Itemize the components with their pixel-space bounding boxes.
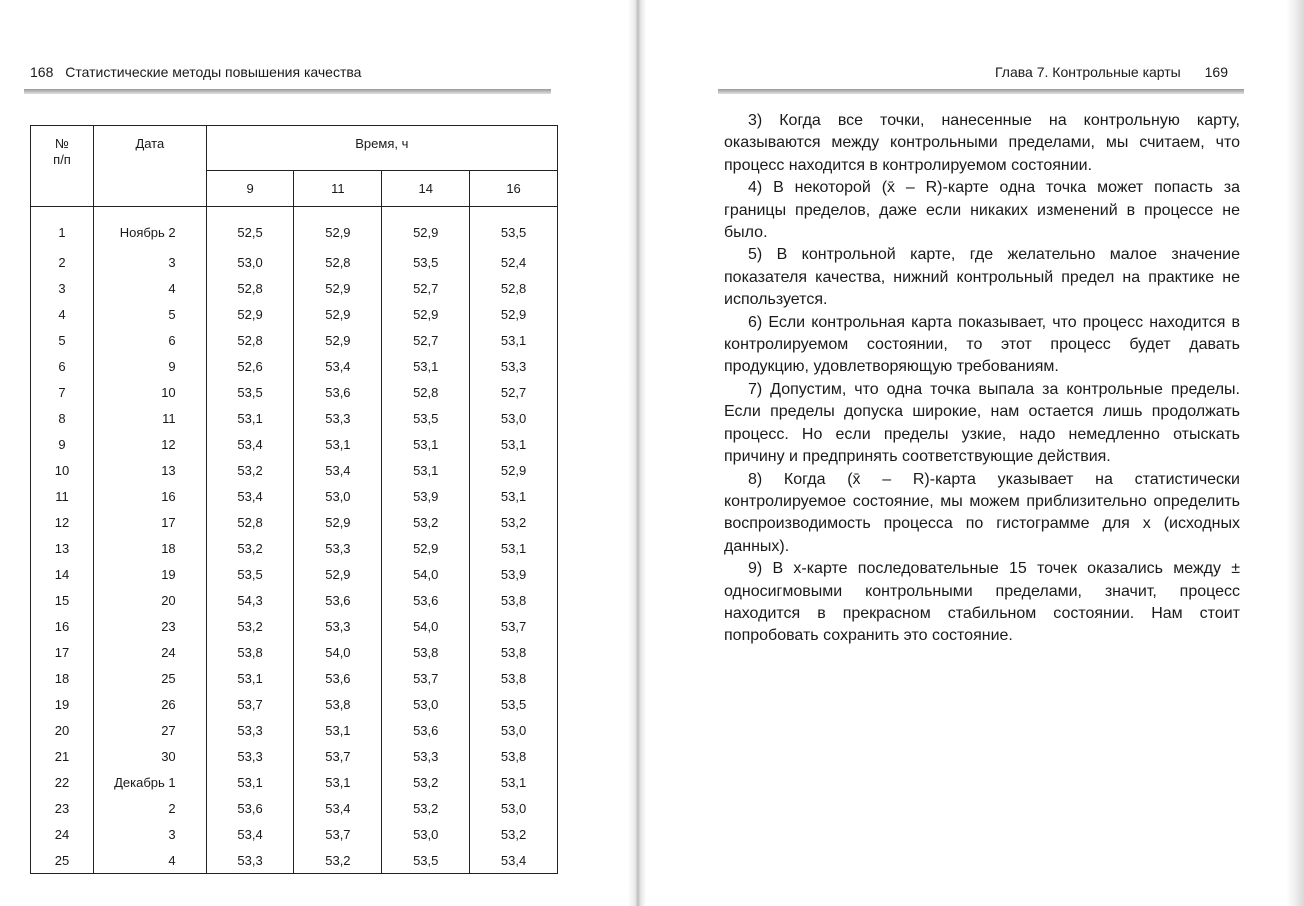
right-running-title: Глава 7. Контрольные карты	[995, 64, 1181, 80]
value-16-cell: 53,1	[470, 535, 558, 561]
header-time-14: 14	[382, 171, 470, 207]
table-body	[31, 207, 558, 874]
value-14-cell: 53,1	[382, 431, 470, 457]
value-14-cell: 52,9	[382, 301, 470, 327]
table-row	[31, 509, 558, 535]
date-cell: 3	[94, 821, 207, 847]
row-number-cell: 20	[31, 717, 94, 743]
table-row	[31, 587, 558, 613]
value-9-cell: 53,0	[206, 249, 294, 275]
value-16-cell: 53,5	[470, 207, 558, 250]
value-9-cell: 53,3	[206, 847, 294, 874]
value-11-cell: 53,3	[294, 613, 382, 639]
header-time-group: Время, ч	[206, 126, 557, 171]
table-row	[31, 431, 558, 457]
table-row	[31, 405, 558, 431]
value-9-cell: 52,8	[206, 327, 294, 353]
right-page-number: 169	[1204, 64, 1228, 80]
date-cell: 12	[94, 431, 207, 457]
value-14-cell: 53,5	[382, 847, 470, 874]
table-row	[31, 769, 558, 795]
value-11-cell: 53,3	[294, 405, 382, 431]
value-9-cell: 53,2	[206, 613, 294, 639]
row-number-cell: 19	[31, 691, 94, 717]
value-9-cell: 53,1	[206, 405, 294, 431]
paragraph: 4) В некоторой (x̄ – R)-карте одна точка может попасть за границы пределов, даже если никаких изменений в процессе не было.	[724, 179, 1240, 242]
value-14-cell: 52,7	[382, 275, 470, 301]
value-16-cell: 52,4	[470, 249, 558, 275]
value-14-cell: 53,1	[382, 457, 470, 483]
table-row	[31, 561, 558, 587]
measurement-table	[30, 125, 558, 874]
row-number-cell: 1	[31, 207, 94, 250]
value-16-cell: 53,3	[470, 353, 558, 379]
date-cell: 16	[94, 483, 207, 509]
value-9-cell: 53,7	[206, 691, 294, 717]
value-14-cell: 53,2	[382, 769, 470, 795]
value-11-cell: 53,4	[294, 795, 382, 821]
value-11-cell: 54,0	[294, 639, 382, 665]
row-number-cell: 24	[31, 821, 94, 847]
value-11-cell: 53,1	[294, 717, 382, 743]
date-cell: 20	[94, 587, 207, 613]
row-number-cell: 4	[31, 301, 94, 327]
table-row	[31, 795, 558, 821]
value-16-cell: 52,9	[470, 301, 558, 327]
table-row	[31, 207, 558, 250]
row-number-cell: 18	[31, 665, 94, 691]
value-11-cell: 53,6	[294, 379, 382, 405]
date-cell: 24	[94, 639, 207, 665]
right-running-head	[995, 64, 1228, 80]
value-14-cell: 53,1	[382, 353, 470, 379]
value-16-cell: 53,2	[470, 821, 558, 847]
row-number-cell: 15	[31, 587, 94, 613]
row-number-cell: 9	[31, 431, 94, 457]
value-14-cell: 53,2	[382, 509, 470, 535]
value-9-cell: 53,8	[206, 639, 294, 665]
paragraph: 3) Когда все точки, нанесенные на контрольную карту, оказываются между контрольными пределами, мы считаем, что процесс находится в контролируемом состоянии.	[724, 112, 1240, 174]
row-number-cell: 12	[31, 509, 94, 535]
value-16-cell: 53,2	[470, 509, 558, 535]
value-11-cell: 53,6	[294, 665, 382, 691]
date-cell: 9	[94, 353, 207, 379]
value-16-cell: 53,9	[470, 561, 558, 587]
table-row	[31, 821, 558, 847]
value-16-cell: 53,5	[470, 691, 558, 717]
date-cell: 2	[94, 795, 207, 821]
left-page	[0, 0, 636, 906]
row-number-cell: 14	[31, 561, 94, 587]
value-14-cell: 53,9	[382, 483, 470, 509]
value-11-cell: 53,4	[294, 353, 382, 379]
value-16-cell: 53,1	[470, 483, 558, 509]
value-14-cell: 53,3	[382, 743, 470, 769]
value-11-cell: 52,8	[294, 249, 382, 275]
date-cell: 10	[94, 379, 207, 405]
date-cell: 18	[94, 535, 207, 561]
row-number-cell: 5	[31, 327, 94, 353]
table-row	[31, 457, 558, 483]
value-9-cell: 52,5	[206, 207, 294, 250]
value-16-cell: 53,8	[470, 639, 558, 665]
left-running-title: Статистические методы повышения качества	[65, 64, 362, 80]
value-9-cell: 53,4	[206, 431, 294, 457]
table-row	[31, 275, 558, 301]
row-number-cell: 11	[31, 483, 94, 509]
value-11-cell: 52,9	[294, 207, 382, 250]
value-16-cell: 53,1	[470, 327, 558, 353]
value-11-cell: 52,9	[294, 509, 382, 535]
value-16-cell: 53,8	[470, 743, 558, 769]
value-16-cell: 53,0	[470, 795, 558, 821]
value-11-cell: 52,9	[294, 275, 382, 301]
value-14-cell: 53,6	[382, 587, 470, 613]
table-row	[31, 639, 558, 665]
header-number-line1: №	[55, 136, 69, 151]
value-11-cell: 52,9	[294, 561, 382, 587]
value-16-cell: 53,7	[470, 613, 558, 639]
value-14-cell: 52,9	[382, 535, 470, 561]
header-number	[31, 126, 94, 207]
value-11-cell: 52,9	[294, 301, 382, 327]
value-9-cell: 52,6	[206, 353, 294, 379]
value-14-cell: 53,2	[382, 795, 470, 821]
table-row	[31, 301, 558, 327]
table-row	[31, 249, 558, 275]
value-14-cell: 53,7	[382, 665, 470, 691]
paragraph: 8) Когда (x̄ – R)-карта указывает на статистически контролируемое состояние, мы можем приблизительно определить воспроизводимость процесса по гистограмме для x (исходных данных).	[724, 470, 1240, 555]
value-11-cell: 53,2	[294, 847, 382, 874]
value-11-cell: 53,1	[294, 769, 382, 795]
value-16-cell: 53,8	[470, 587, 558, 613]
table-row	[31, 743, 558, 769]
date-cell: Декабрь 1	[94, 769, 207, 795]
date-cell: 19	[94, 561, 207, 587]
value-9-cell: 53,2	[206, 457, 294, 483]
date-cell: 13	[94, 457, 207, 483]
date-cell: 3	[94, 249, 207, 275]
paragraph: 7) Допустим, что одна точка выпала за контрольные пределы. Если пределы допуска широкие, нам остается лишь продолжать процесс. Но если пределы узкие, надо немедленно отыскать причину и предпринять соответствующие действия.	[724, 380, 1240, 466]
row-number-cell: 17	[31, 639, 94, 665]
row-number-cell: 22	[31, 769, 94, 795]
date-cell: 5	[94, 301, 207, 327]
date-cell: 11	[94, 405, 207, 431]
value-16-cell: 53,1	[470, 769, 558, 795]
table-row	[31, 327, 558, 353]
paragraph: 5) В контрольной карте, где желательно малое значение показателя качества, нижний контрольный предел на практике не используется.	[724, 246, 1240, 309]
row-number-cell: 10	[31, 457, 94, 483]
value-9-cell: 54,3	[206, 587, 294, 613]
value-16-cell: 52,7	[470, 379, 558, 405]
row-number-cell: 3	[31, 275, 94, 301]
value-11-cell: 53,3	[294, 535, 382, 561]
value-14-cell: 54,0	[382, 613, 470, 639]
left-header-rule	[24, 89, 551, 94]
table-row	[31, 691, 558, 717]
row-number-cell: 7	[31, 379, 94, 405]
paragraph: 6) Если контрольная карта показывает, что процесс находится в контролируемом состоянии, то этот процесс будет давать продукцию, удовлетворяющую требованиям.	[724, 313, 1240, 376]
value-9-cell: 53,2	[206, 535, 294, 561]
value-16-cell: 53,4	[470, 847, 558, 874]
date-cell: 25	[94, 665, 207, 691]
date-cell: 27	[94, 717, 207, 743]
value-16-cell: 53,1	[470, 431, 558, 457]
header-number-line2: п/п	[53, 152, 71, 167]
row-number-cell: 25	[31, 847, 94, 874]
row-number-cell: 2	[31, 249, 94, 275]
value-16-cell: 53,8	[470, 665, 558, 691]
value-9-cell: 52,9	[206, 301, 294, 327]
value-9-cell: 52,8	[206, 509, 294, 535]
value-9-cell: 53,5	[206, 561, 294, 587]
date-cell: 30	[94, 743, 207, 769]
value-14-cell: 53,5	[382, 249, 470, 275]
value-14-cell: 53,0	[382, 821, 470, 847]
value-9-cell: 53,4	[206, 483, 294, 509]
table-row	[31, 717, 558, 743]
value-14-cell: 52,7	[382, 327, 470, 353]
value-9-cell: 52,8	[206, 275, 294, 301]
value-9-cell: 53,6	[206, 795, 294, 821]
date-cell: Ноябрь 2	[94, 207, 207, 250]
value-14-cell: 54,0	[382, 561, 470, 587]
table-row	[31, 483, 558, 509]
value-11-cell: 53,8	[294, 691, 382, 717]
row-number-cell: 16	[31, 613, 94, 639]
right-header-rule	[718, 89, 1244, 94]
date-cell: 4	[94, 275, 207, 301]
value-9-cell: 53,1	[206, 769, 294, 795]
value-9-cell: 53,4	[206, 821, 294, 847]
value-9-cell: 53,3	[206, 717, 294, 743]
header-time-11: 11	[294, 171, 382, 207]
left-page-number: 168	[30, 64, 54, 80]
value-14-cell: 53,8	[382, 639, 470, 665]
header-time-16: 16	[470, 171, 558, 207]
value-16-cell: 52,8	[470, 275, 558, 301]
value-11-cell: 53,1	[294, 431, 382, 457]
row-number-cell: 13	[31, 535, 94, 561]
value-14-cell: 52,8	[382, 379, 470, 405]
body-text	[724, 110, 1240, 648]
value-14-cell: 53,5	[382, 405, 470, 431]
table-row	[31, 847, 558, 874]
date-cell: 6	[94, 327, 207, 353]
value-14-cell: 52,9	[382, 207, 470, 250]
value-16-cell: 53,0	[470, 717, 558, 743]
table-row	[31, 665, 558, 691]
table-row	[31, 353, 558, 379]
date-cell: 17	[94, 509, 207, 535]
left-running-head	[30, 64, 361, 80]
row-number-cell: 6	[31, 353, 94, 379]
row-number-cell: 21	[31, 743, 94, 769]
value-14-cell: 53,6	[382, 717, 470, 743]
value-14-cell: 53,0	[382, 691, 470, 717]
date-cell: 4	[94, 847, 207, 874]
value-16-cell: 52,9	[470, 457, 558, 483]
page-edge	[1286, 0, 1304, 906]
table-row	[31, 535, 558, 561]
value-11-cell: 53,6	[294, 587, 382, 613]
header-time-9: 9	[206, 171, 294, 207]
date-cell: 23	[94, 613, 207, 639]
value-9-cell: 53,5	[206, 379, 294, 405]
table-row	[31, 613, 558, 639]
value-11-cell: 53,7	[294, 743, 382, 769]
value-11-cell: 53,7	[294, 821, 382, 847]
value-11-cell: 52,9	[294, 327, 382, 353]
header-date: Дата	[94, 126, 207, 207]
value-11-cell: 53,0	[294, 483, 382, 509]
row-number-cell: 8	[31, 405, 94, 431]
right-page	[640, 0, 1304, 906]
value-9-cell: 53,3	[206, 743, 294, 769]
value-11-cell: 53,4	[294, 457, 382, 483]
date-cell: 26	[94, 691, 207, 717]
table-row	[31, 379, 558, 405]
value-16-cell: 53,0	[470, 405, 558, 431]
paragraph: 9) В x-карте последовательные 15 точек оказались между ± односигмовыми контрольными пределами, значит, процесс находится в прекрасном стабильном состоянии. Нам стоит попробовать сохранить это состояние.	[724, 560, 1240, 645]
row-number-cell: 23	[31, 795, 94, 821]
value-9-cell: 53,1	[206, 665, 294, 691]
